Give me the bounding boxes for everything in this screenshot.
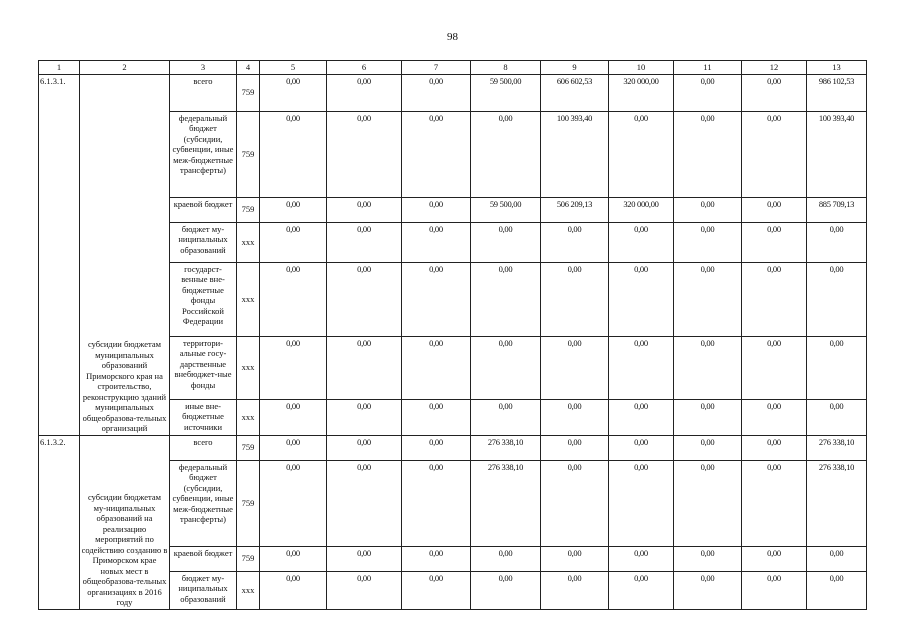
item-description: субсидии бюджетам муниципальных образований Приморского края на строительство, реконструкцию зданий муниципальных общеобразова-тельных организаций	[80, 74, 170, 435]
amount-cell: 0,00	[541, 222, 609, 262]
amount-cell: 100 393,40	[807, 111, 867, 197]
page-number: 98	[447, 31, 458, 43]
funding-source: всего	[170, 435, 237, 460]
amount-cell: 59 500,00	[471, 197, 541, 222]
amount-cell: 0,00	[541, 460, 609, 546]
amount-cell: 0,00	[402, 262, 471, 336]
amount-cell: 0,00	[260, 222, 327, 262]
amount-cell: 0,00	[541, 336, 609, 399]
funding-source: бюджет му-ниципальных образований	[170, 571, 237, 609]
item-description: субсидии бюджетам му-ниципальных образований на реализацию мероприятий по содействию созданию в Приморском крае новых мест в общеобразова-тельных организациях в 2016 году	[80, 435, 170, 609]
amount-cell: 0,00	[742, 571, 807, 609]
amount-cell: 0,00	[471, 111, 541, 197]
amount-cell: 0,00	[402, 435, 471, 460]
amount-cell: 0,00	[674, 262, 742, 336]
amount-cell: 0,00	[742, 111, 807, 197]
amount-cell: 0,00	[674, 111, 742, 197]
amount-cell: 320 000,00	[609, 74, 674, 111]
amount-cell: 0,00	[541, 546, 609, 571]
budget-table	[38, 60, 867, 610]
amount-cell: 0,00	[742, 546, 807, 571]
item-code: 6.1.3.1.	[39, 74, 80, 435]
funding-source: федеральный бюджет (субсидии, субвенции, иные меж-бюджетные трансферты)	[170, 460, 237, 546]
amount-cell: 0,00	[609, 571, 674, 609]
amount-cell: 276 338,10	[807, 460, 867, 546]
amount-cell: 0,00	[807, 399, 867, 435]
amount-cell: 0,00	[260, 262, 327, 336]
amount-cell: 0,00	[471, 571, 541, 609]
admin-code: 759	[237, 197, 260, 222]
amount-cell: 0,00	[327, 435, 402, 460]
header-cell: 6	[327, 61, 402, 75]
amount-cell: 0,00	[807, 336, 867, 399]
amount-cell: 0,00	[471, 222, 541, 262]
amount-cell: 0,00	[742, 460, 807, 546]
amount-cell: 0,00	[327, 571, 402, 609]
funding-source: бюджет му-ниципальных образований	[170, 222, 237, 262]
amount-cell: 0,00	[471, 399, 541, 435]
header-cell: 4	[237, 61, 260, 75]
amount-cell: 0,00	[402, 399, 471, 435]
amount-cell: 0,00	[674, 336, 742, 399]
amount-cell: 0,00	[742, 197, 807, 222]
header-cell: 10	[609, 61, 674, 75]
amount-cell: 0,00	[742, 399, 807, 435]
amount-cell: 885 709,13	[807, 197, 867, 222]
amount-cell: 0,00	[674, 435, 742, 460]
amount-cell: 0,00	[402, 111, 471, 197]
amount-cell: 0,00	[541, 262, 609, 336]
amount-cell: 0,00	[260, 571, 327, 609]
amount-cell: 59 500,00	[471, 74, 541, 111]
amount-cell: 0,00	[609, 399, 674, 435]
amount-cell: 0,00	[260, 74, 327, 111]
admin-code: ххх	[237, 222, 260, 262]
header-cell: 3	[170, 61, 237, 75]
header-cell: 5	[260, 61, 327, 75]
admin-code: 759	[237, 546, 260, 571]
funding-source: краевой бюджет	[170, 546, 237, 571]
funding-source: территори-альные госу-дарственные внебюджет-ные фонды	[170, 336, 237, 399]
funding-source: краевой бюджет	[170, 197, 237, 222]
funding-source: государст-венные вне-бюджетные фонды Российской Федерации	[170, 262, 237, 336]
header-cell: 9	[541, 61, 609, 75]
funding-source: федеральный бюджет (субсидии, субвенции, иные меж-бюджетные трансферты)	[170, 111, 237, 197]
amount-cell: 0,00	[260, 111, 327, 197]
amount-cell: 0,00	[402, 571, 471, 609]
amount-cell: 276 338,10	[471, 460, 541, 546]
header-cell: 8	[471, 61, 541, 75]
amount-cell: 0,00	[609, 262, 674, 336]
admin-code: ххх	[237, 571, 260, 609]
amount-cell: 0,00	[541, 435, 609, 460]
header-cell: 11	[674, 61, 742, 75]
header-cell: 2	[80, 61, 170, 75]
amount-cell: 0,00	[402, 460, 471, 546]
admin-code: ххх	[237, 399, 260, 435]
amount-cell: 0,00	[807, 546, 867, 571]
amount-cell: 276 338,10	[807, 435, 867, 460]
amount-cell: 0,00	[402, 74, 471, 111]
amount-cell: 0,00	[327, 460, 402, 546]
amount-cell: 0,00	[674, 571, 742, 609]
item-code: 6.1.3.2.	[39, 435, 80, 609]
amount-cell: 0,00	[742, 222, 807, 262]
table-row	[39, 435, 867, 460]
amount-cell: 0,00	[402, 336, 471, 399]
amount-cell: 0,00	[260, 435, 327, 460]
amount-cell: 606 602,53	[541, 74, 609, 111]
amount-cell: 986 102,53	[807, 74, 867, 111]
amount-cell: 0,00	[260, 399, 327, 435]
amount-cell: 0,00	[402, 546, 471, 571]
amount-cell: 0,00	[609, 435, 674, 460]
funding-source: иные вне-бюджетные источники	[170, 399, 237, 435]
admin-code: 759	[237, 435, 260, 460]
amount-cell: 0,00	[674, 197, 742, 222]
amount-cell: 0,00	[674, 460, 742, 546]
amount-cell: 0,00	[609, 460, 674, 546]
amount-cell: 0,00	[471, 546, 541, 571]
amount-cell: 0,00	[327, 399, 402, 435]
amount-cell: 0,00	[402, 222, 471, 262]
amount-cell: 0,00	[674, 222, 742, 262]
amount-cell: 0,00	[327, 262, 402, 336]
amount-cell: 0,00	[541, 399, 609, 435]
header-cell: 13	[807, 61, 867, 75]
amount-cell: 0,00	[609, 222, 674, 262]
table-row	[39, 74, 867, 111]
amount-cell: 0,00	[327, 111, 402, 197]
amount-cell: 0,00	[742, 336, 807, 399]
amount-cell: 0,00	[260, 197, 327, 222]
amount-cell: 0,00	[742, 74, 807, 111]
amount-cell: 0,00	[327, 546, 402, 571]
amount-cell: 0,00	[541, 571, 609, 609]
amount-cell: 0,00	[742, 435, 807, 460]
amount-cell: 0,00	[327, 336, 402, 399]
amount-cell: 0,00	[742, 262, 807, 336]
header-cell: 1	[39, 61, 80, 75]
amount-cell: 0,00	[327, 222, 402, 262]
amount-cell: 0,00	[471, 336, 541, 399]
amount-cell: 276 338,10	[471, 435, 541, 460]
amount-cell: 0,00	[327, 74, 402, 111]
funding-source: всего	[170, 74, 237, 111]
amount-cell: 320 000,00	[609, 197, 674, 222]
amount-cell: 0,00	[471, 262, 541, 336]
header-cell: 7	[402, 61, 471, 75]
amount-cell: 0,00	[260, 546, 327, 571]
admin-code: ххх	[237, 336, 260, 399]
amount-cell: 100 393,40	[541, 111, 609, 197]
amount-cell: 0,00	[609, 336, 674, 399]
amount-cell: 0,00	[327, 197, 402, 222]
admin-code: 759	[237, 460, 260, 546]
amount-cell: 0,00	[807, 262, 867, 336]
amount-cell: 0,00	[609, 546, 674, 571]
amount-cell: 0,00	[674, 546, 742, 571]
amount-cell: 0,00	[674, 74, 742, 111]
admin-code: 759	[237, 74, 260, 111]
admin-code: 759	[237, 111, 260, 197]
amount-cell: 0,00	[260, 460, 327, 546]
amount-cell: 0,00	[807, 222, 867, 262]
amount-cell: 0,00	[609, 111, 674, 197]
admin-code: ххх	[237, 262, 260, 336]
amount-cell: 0,00	[674, 399, 742, 435]
header-cell: 12	[742, 61, 807, 75]
amount-cell: 506 209,13	[541, 197, 609, 222]
amount-cell: 0,00	[807, 571, 867, 609]
header-row	[39, 61, 867, 75]
amount-cell: 0,00	[260, 336, 327, 399]
amount-cell: 0,00	[402, 197, 471, 222]
